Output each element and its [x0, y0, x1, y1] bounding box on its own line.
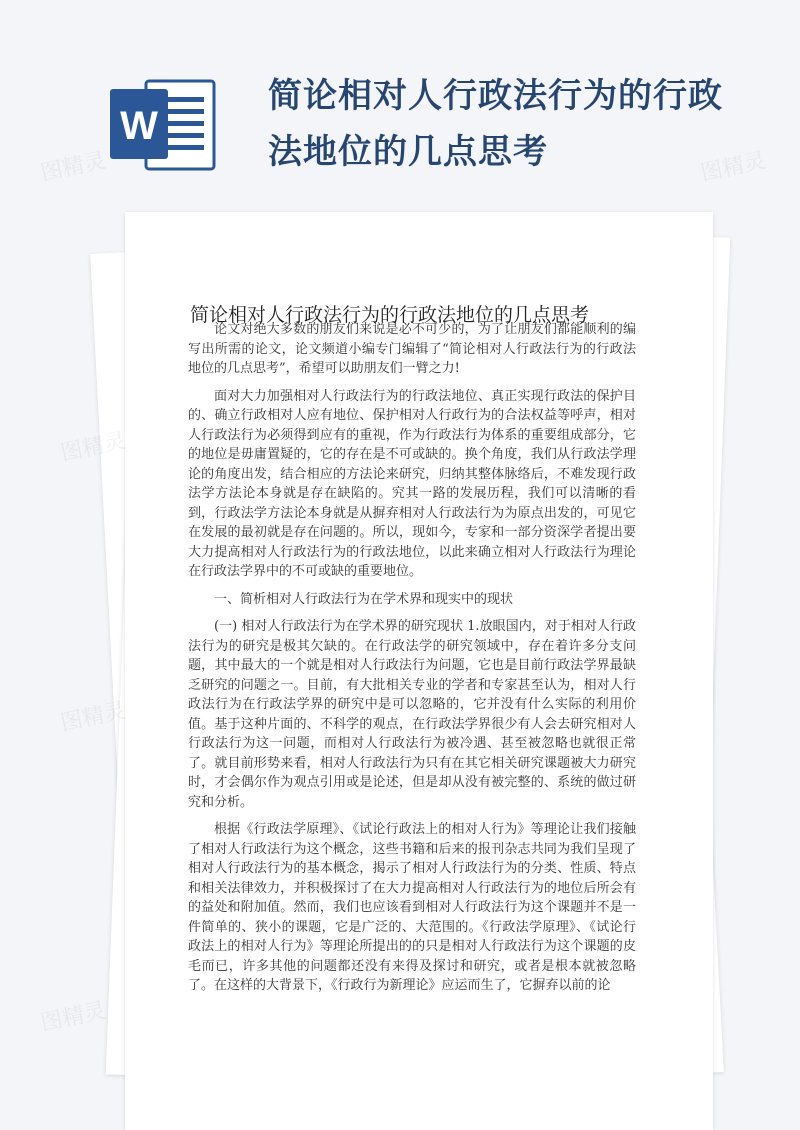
document-body: [188, 320, 636, 1004]
paragraph-intro: 论文对绝大多数的朋友们来说是必不可少的，为了让朋友们都能顺利的编写出所需的论文，论文频道小编专门编辑了“简论相对人行政法行为的行政法地位的几点思考”，希望可以助朋友们一臂之力!: [188, 322, 636, 376]
word-icon-letter: W: [120, 104, 158, 148]
watermark: 图精灵: [58, 698, 129, 737]
banner-title-line-1: 简论相对人行政法行为的行政: [268, 76, 723, 116]
watermark: 图精灵: [38, 148, 109, 187]
watermark: 图精灵: [38, 998, 109, 1037]
word-document-icon: [108, 75, 218, 175]
paragraph-3: 根据《行政法学原理》、《试论行政法上的相对人行为》等理论让我们接触了相对人行政法行为这个概念，这些书籍和后来的报刊杂志共同为我们呈现了相对人行政法行为的基本概念，揭示了相对人行政法行为的分类、性质、特点和相关法律效力，并积极探讨了在大力提高相对人行政法行为的地位后所会有的益处和附加值。然而，我们也应该看到相对人行政法行为这个课题并不是一件简单的、狭小的课题，它是广泛的、大范围的。《行政法学原理》、《试论行政法上的相对人行为》等理论所提出的的只是相对人行政法行为这个课题的皮毛而已，许多其他的问题都还没有来得及探讨和研究，或者是根本就被忽略了。在这样的大背景下，《行政行为新理论》应运而生了，它摒弃以前的论: [188, 822, 636, 993]
banner-title: [268, 68, 738, 180]
paragraph-2: (一) 相对人行政法行为在学术界的研究现状 1.放眼国内，对于相对人行政法行为的研究是极其欠缺的。在行政法学的研究领域中，存在着许多分支问题，其中最大的一个就是相对人行政法行为问题，它也是目前行政法学界最缺乏研究的问题之一。目前，有大批相关专业的学者和专家甚至认为，相对人行政法行为在行政法学界的研究中是可以忽略的，它并没有什么实际的利用价值。基于这种片面的、不科学的观点，在行政法学界很少有人会去研究相对人行政法行为这一问题，而相对人行政法行为被冷遇、甚至被忽略也就很正常了。就目前形势来看，相对人行政法行为只有在其它相关研究课题被大力研究时，才会偶尔作为观点引用或是论述，但是却从没有被完整的、系统的做过研究和分析。: [188, 619, 636, 810]
section-heading: 一、简析相对人行政法行为在学术界和现实中的现状: [214, 591, 514, 607]
watermark: 图精灵: [698, 148, 769, 187]
paragraph-1: 面对大力加强相对人行政法行为的行政法地位、真正实现行政法的保护目的、确立行政相对人应有地位、保护相对人行政行为的合法权益等呼声，相对人行政法行为必须得到应有的重视，作为行政法行为体系的重要组成部分，它的地位是毋庸置疑的，它的存在是不可或缺的。换个角度，我们从行政法学理论的角度出发，结合相应的方法论来研究，归纳其整体脉络后，不难发现行政法学方法论本身就是存在缺陷的。究其一路的发展历程，我们可以清晰的看到，行政法学方法论本身就是从摒弃相对人行政法行为为原点出发的，可见它在发展的最初就是存在问题的。所以，现如今，专家和一部分资深学者提出要大力提高相对人行政法行为的行政法地位，以此来确立相对人行政法行为理论在行政法学界中的不可或缺的重要地位。: [188, 388, 636, 579]
document-title: 简论相对人行政法行为的行政法地位的几点思考: [190, 303, 590, 326]
banner-title-line-2: 法地位的几点思考: [268, 132, 548, 172]
watermark: 图精灵: [58, 428, 129, 467]
page-banner: [0, 0, 800, 200]
